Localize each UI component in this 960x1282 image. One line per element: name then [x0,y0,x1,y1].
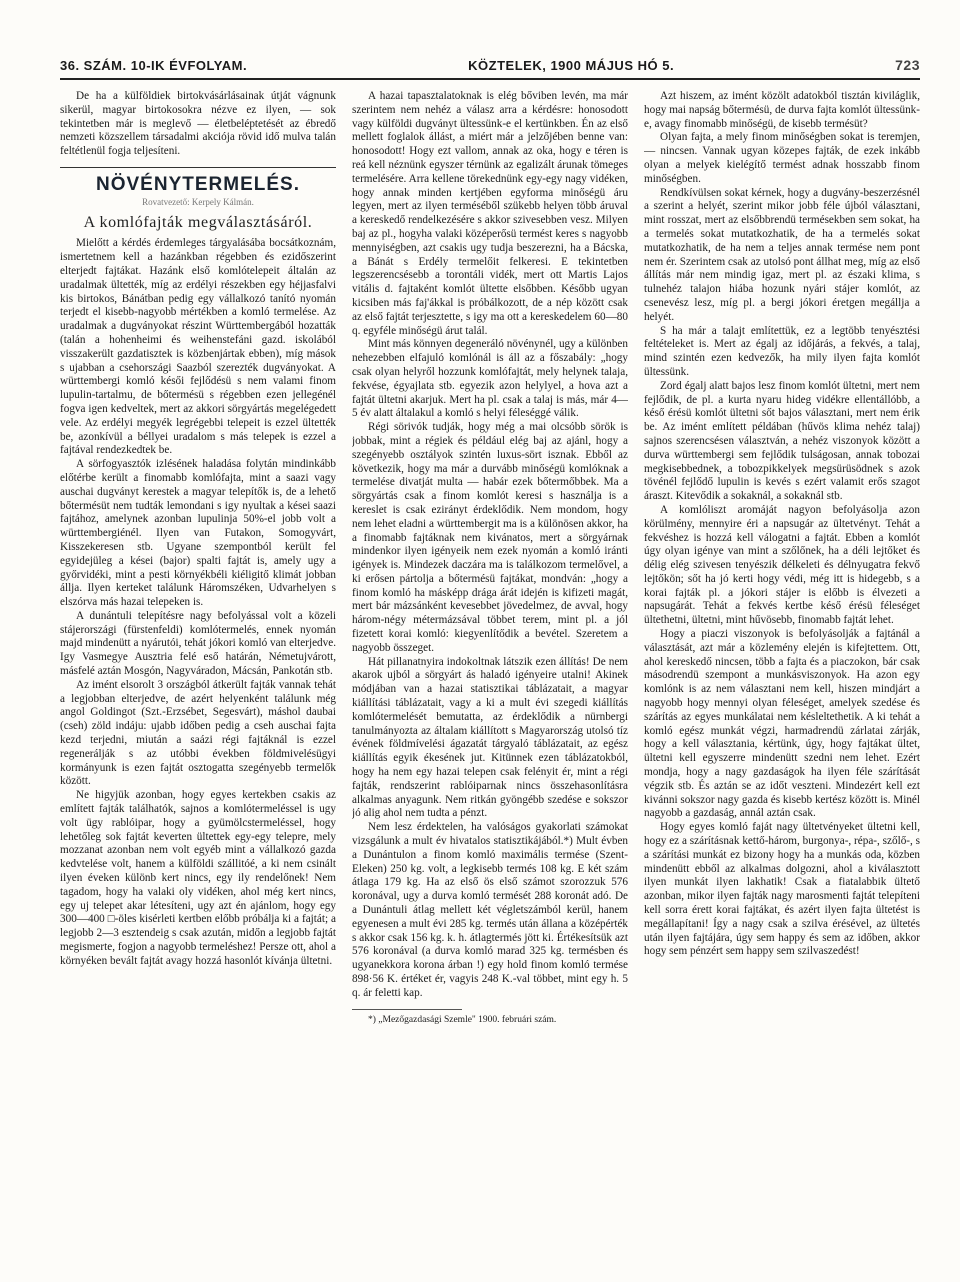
section-editor: Rovatvezető: Kerpely Kálmán. [142,196,254,207]
page-number: 723 [895,57,920,73]
column-1 [60,90,336,1232]
section-divider [60,167,336,168]
paragraph: Régi sörivók tudják, hogy még a mai olcsóbb sörök is jobbak, mint a régiek és például elég baj az ajánl, hogy a szegényebb osztályok szintén luxus-sört isznak. Ebből az következik, hogy ma már a durvább minőségü komlóknak a termelése divatját multa — habár ezek bőtermőbbek. Ma a sörgyártás csak a finom komlót keresi s használja is a kereslet is csak ezirányt érdeklődik. Nem mondom, hogy nem lehet eladni a württembergit ma is a különösen akkor, ha a finomabb fajtáknak nem kivánatos, mert a sörgyárnak mindenkor ilyen igényeik nem ezek nyomán a komló iránti igények is. Mindezek daczára ma is találkozom termelővel, a ki erősen pártolja a bőtermésü fajtákat, mondván: „hogy a finom komló ha másképp drága árát idején is kifizeti magát, mert bár mázsánként kevesebbet jövedelmez, de avval, hogy három-négy métermázsával többet terem, mint pl. a jól fizetett korai komló: kiegyenlítődik a bevétel. Szeretem a nagyobb összeget. [352,421,628,654]
paragraph: Hogy a piaczi viszonyok is befolyásolják a fajtánál a választását, azt már a közlemény elején is kifejtettem. Ott, ahol kereskedő nincsen, több a fajta és a piaczokon, bár csak másodrendü szempont a munkásviszonyok. Ha azon egy komlónk is az nem választani nem kell, hiszen mindjárt a nagyobb hogy mennyi olyan féleséget, amelyek szedése és szárítás az egyes munkálatai nem késleltethetik. A ki tehát a komló egész munkát végzi, harmadrendü zárlatai zárják, hogy a kell választania, kértünk, úgy, hogy fajtákat ültet, ültetni kell egyszerre mindenütt szedni nem lehet. Ezért mondja, hogy a nagy gazdaságok ha ilyen féle szárítását végzik stb. És aztán se az időt veszteni. Mindezért kell ezt kivánni sokszor nagy gazda és kisebb kertész között is. Minél nagyobb a gazdaság, annál aztán csak. [644,628,920,820]
paragraph: Rendkívülsen sokat kérnek, hogy a dugvány-beszerzésnél a szerint a helyét, szerint mikor jobb féle újból választani, mint rosszat, mert az elsőbbrendü termésekben sem sokat, ha a termelés sokat mutatkozhatik, de ha a termelés sokat mutatkozhatik, de ha nem a teljes annak termése nem pont nem ér. Szerintem csak az utolsó pont állhat meg, míg az első állítás már nem mindig igaz, mert pl. az északi klima, s tulnehéz talajon hiába hozunk nyári stájer komlót, az csenevész lesz, míg pl. a bergi jókori éretgen megállja a helyét. [644,186,920,323]
column-3 [644,90,920,1232]
header-title-date: KÖZTELEK, 1900 MÁJUS HÓ 5. [468,57,675,73]
text-columns [60,90,920,1232]
paragraph: Az imént elsorolt 3 országból átkerült fajták vannak tehát a legjobban elterjedve, de azért helyenként találunk még angol Goldingot (Szt.-Erzsébet, Segesvárt), máshol daubai (cseh) zöld indáju: ujabb időben pedig a cseh auschai fajta kezd terjedni, miután a saázi régi fajtáknál is ezzel regenerálják s az utóbbi években földmivelésügyi kormányunk is ezen fajtát osztogatta szegényebb termelők között. [60,678,336,788]
paragraph: A hazai tapasztalatoknak is elég bőviben levén, ma már szerintem nem nehéz a válasz arra a kérdésre: honosodott vagy külföldi dugványt ültessünk-e el kertünkben. Én az első mellett foglalok állást, a miért már a jelzőjében benne van: honosodott! Hogy ezt vallom, annak az oka, hogy e téren is reá kell néznünk egyszer térnünk az egalizált árunak tömeges termelésére. Arra kellene törekednünk egy-egy nagy vidéken, hogy annak minden kertjében egyforma minőségü áru legyen, mert az ilyen terméséből szükebb helyen több áruval a kereskedő rendelkezésére s akkor szivesebben vesz. Milyen baj az pl., hogyha valaki középerősü termést keres s nagyobb mennyiségben, azt csakis ugy tudja beszerezni, ha a Bácska, a Bánát s Erdély termelőit felkeresi. E tekintetben legszerencsésebb a torontáli vidék, mert ott Martis Lajos vitális d. fajtaként komlót ültette elsőbben. Később ugyan kicsiben más faj'ákkal is próbálkozott, de a nép között csak az első fajtát terjesztette, s igy ma ott a kereskedelem 60—80 q. egyféle minőségü árut talál. [352,90,628,337]
paragraph: Hát pillanatnyira indokoltnak látszik ezen állítás! De nem akarok ujból a sörgyárt ás haladó igényeire utalni! Akinek módjában van a hazai statisztikai táblázatait, a magyar kiállítási táblázatait, vagy a ki a mult évi szegedi kiállítás komlótermelését bemutatta, az érdeklődik a nürnbergi tanulmányozta az általam kiállított s Magyarország utolsó tíz évének földmívelési ágazatát tárgyaló táblázatait, az egész kiállítás egyik ékesének jut. Kitünnek ezen táblázatokból, hogy ha nem egy hazai telepen csak felényit ér, mint a régi fajták, rendszerint rablóiparnak nincs összehasonlításra alkalmas anyagunk. Nem ritkán gyöngébb szedése e sokszor jó alig ahol nem tudta a pénzt. [352,655,628,820]
header-issue: 36. SZÁM. 10-IK ÉVFOLYAM. [60,57,248,73]
footnote-divider [352,1009,462,1010]
paragraph: S ha már a talajt említettük, ez a legtöbb tenyésztési feltételeket is. Mert az égalj az időjárás, a fekvés, a talaj, mind szintén ezen kedvezők, ha mily ilyen fajta komlót ültessünk. [644,324,920,378]
paragraph: Mielőtt a kérdés érdemleges tárgyalásába bocsátkoznám, ismertetnem kell a hazánkban régebben és ezidőszerint elterjedt fajtákat. Hazánk első komlótelepeit általán az uradalmak ültették, míg az erdélyi részekben egy héjjasfalvi kis birtokos, Bánátban pedig egy vállalkozó tanító nyomán terjedt el kisebb-nagyobb mértékben a komló termelése. Az uradalmak a dugványokat részint Württembergából hozatták (talán a hohenheimi és weihenstefáni gazd. iskolából visszakerült gazdatisztek is közbenjártak ebben), míg mások s ujabban a csehországi Saazból szerezték dugványokat. A württembergi komló késői fejlődésü s nem valami finom lupulin-tartalmu, de bőtermésü s régebben ezen jellegénél fogva igen kedveltek, mert az akkori sörgyártás megelégedett vele. Az erdélyi megyék legrégebbi telepeit is ezzel ültették be, azonkívül a béllyei uradalom s más telepek is ezzel a fajtával rendezkedtek be. [60,237,336,457]
intro-paragraph: De ha a külföldiek birtokvásárlásainak útját vágnunk sikerül, magyar birtokosokra nézve ez ilyen, — sok tekintetben már is meglevő — életbeléptetését az ébredő nemzeti közszellem társadalmi akciója rövid idő mulva talán feltétlenül fogja teljesíteni. [60,90,336,158]
paragraph: Mint más könnyen degeneráló növénynél, ugy a különben nehezebben elfajuló komlónál is áll az a főszabály: „hogy csak olyan helyről hozzunk komlófajtát, mely helynek talaja, fekvése, égyajlata stb. egyezik azon helylyel, a hova azt a fajtát ültetni akarjuk. Mert ha pl. csak a talaj is más, már 4—5 év alatt általakul a komló s helyi féleséggé válik. [352,338,628,420]
paragraph: A komlóliszt aromáját nagyon befolyásolja azon körülmény, mennyire éri a napsugár az ültetvényt. Tehát a fekvéshez is hozzá kell válogatni a fajtát. Ebben a komlót úgy olyan igénye van mint a szőlőnek, ha a déli lejtőket és délig elég szivesen tenyészik délkeleti és délnyugatra fekvő lejtőkön; sőt ha jó kerti hogy védi, még itt is hidegebb, s a korai fajták pl. a jókori stájer is előbb is élvezeti a napsugárát. Tehát a fekvés kertbe késő érésü féleséget ültethetni, ültetni, mint hűvösebb, finomabb fajtát lehet. [644,503,920,627]
footnote: *) „Mezőgazdasági Szemle" 1900. februári szám. [368,1014,557,1025]
paragraph: Olyan fajta, a mely finom minőségben sokat is teremjen, — nincsen. Vannak ugyan közepes fajták, de ezek inkább olyan a melyek kielégítő termést adnak hosszabb finom minőségben. [644,131,920,185]
column-2 [352,90,628,1232]
paragraph: Zord égalj alatt bajos lesz finom komlót ültetni, mert nem fejlődik, de pl. a kurta nyaru hideg vidékre ellentállóbb, a késő érésü komlót ültetni sőt bajos választani, mert nem érik be. Az imént említett példában (hűvös klima nehéz talaj) sajnos szerencsésen választván, a nehéz viszonyok között a durva württembergi sem fejlődik tulságosan, annak tobozai megkisebbednek, a tobozpikkelyek megsürüsödnek s azok tövénél fejlődő lupulin is kevés s ezért valamit erős szagot áraszt. Kitevődik a sokaknál, a sokaknál stb. [644,379,920,503]
paragraph: A sörfogyasztók izlésének haladása folytán mindinkább előtérbe került a finomabb komlófajta, mint a saazi vagy auschai dugványt kerestek a magyar telepítők is, de a lehető bőtermésüt nem tudták lemondani s igy nyultak a kései saazi fajtához, amelynek azonban lupulinja 50%-el jobb volt a württembergiénél. Ilyen van Futakon, Somogyvárt, Kisszekeresen stb. Ugyane szempontból került fel egyidejüleg a kései (bajor) spalti fajtát is, amely ugy a győrvidéki, mint a pesti környékbéli kiéligitő klimát jobban állja. Ilyen kerteket találunk Háromszéken, Udvarhelyen s elszórva más hazai telepeken is. [60,458,336,609]
section-title: NÖVÉNYTERMELÉS. [96,173,300,195]
paragraph: Ne higyjük azonban, hogy egyes kertekben csakis az említett fajták találhatók, sajnos a komlótermeléssel is ugy volt ügy rablóipar, hogy a gyümölcstermeléssel, hogy lehetőleg sok fajtát keverten ültettek egy-egy telepre, mely mozzanat azonban nem volt egyéb mint a vállalkozó gazda kedvtelése volt, hanem a külföldi szállitóé, a ki nem csinált ilyen éveken különb kert nincs, egy ily rendelőnek! Nem tagadom, hogy ha valaki oly vidéken, ahol még kert nincs, egy uj telepet akar létesíteni, ugy azt én ajánlom, hogy egy 300—400 □-öles kisérleti kertben előbb próbálja ki a fajtát; a legjobb 2—3 esztendeig s csak azután, midőn a legjobb fajtát megismerte, fogjon a nagyobb termeléshez! Persze ott, ahol a környéken bevált fajtát avagy hozzá hasonlót kívánja ültetni. [60,789,336,967]
page-header [60,52,920,80]
paragraph: A dunántuli telepítésre nagy befolyással volt a közeli stájerországi (fürstenfeldi) komlótermelés, ennek nyomán majd mindenütt a nyárutói, tehát jókori komló van elterjedve. Igy Vasmegye Ausztria felé eső határán, Németujvárott, másfelé aztán Mosgón, Nagyváradon, Mácsán, Pankotán stb. [60,609,336,678]
paragraph: Hogy egyes komló faját nagy ültetvényeket ültetni kell, hogy ez a szárításnak kettő-három, burgonya-, répa-, szőlő-, s a szárítási munkát ez bizony hogy ha a munkás oda, közben mindenütt ebből az alkalmas dolgozni, ahol a kiválasztott ilyen munkát ilyen lakhatik! Csak a fiatalabbik ültető azonban, mikor ilyen fajták nagy marosmenti fajtát telepíteni kell sorra érett korai fajtákat, és azért ilyen fajta ültetést is megállapítani! Így a nagy csak a szilva érésével, az ültetés után ilyen fajtájára, úgy sem happy és sem az időben, akkor hogy sem pénzért sem happy sem szilvaszedést! [644,821,920,958]
article-title: A komlófajták megválasztásáról. [83,213,313,231]
paragraph: Azt hiszem, az imént közölt adatokból tisztán kiviláglik, hogy mai napság bőtermésü, de durva fajta komlót ültessünk-e, avagy finomabb minőségü, de kisebb termésüt? [644,90,920,130]
paragraph: Nem lesz érdektelen, ha valóságos gyakorlati számokat vizsgálunk a mult év hivatalos statisztikájából.*) Mult évben a Dunántulon a finom komló maximális termése (Szent-Eleken) 250 kg. volt, a legkisebb termés 108 kg. E két szám átlaga 179 kg. Ha az első ös első számot szorozzuk 576 koronával, ugy a durva komló termését 288 koronát adó. De a Dunántuli átlag mellett két végletszámból kerül, hanem egyenesen a mult évi 285 kg. termés után állana a középérték s akkor csak 156 kg. k. h. átlagtermés jött ki. Értékesítsük azt 576 koronával (a durva komló marad 325 kg. termésben és ugyanekkora korona árban !) egy hold finom komló termése 898·56 K. értéket ér, vagyis 248 K.-val többet, mint egy h. 5 q. ár feletti kap. [352,821,628,999]
